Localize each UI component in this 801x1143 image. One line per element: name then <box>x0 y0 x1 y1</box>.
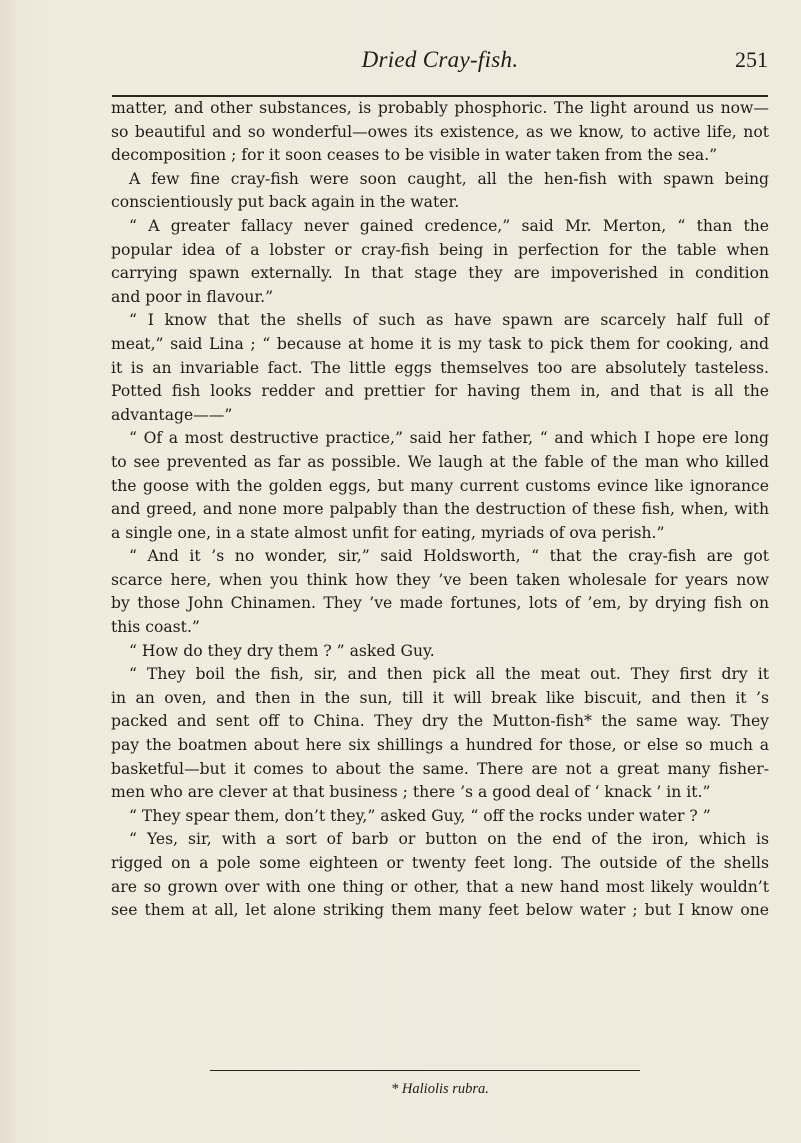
text-line: are so grown over with one thing or other, that a new hand most likely wouldn’t <box>111 877 769 896</box>
footnote-rule <box>210 1070 640 1071</box>
text-line: the goose with the golden eggs, but many current customs evince like ignorance <box>111 476 769 495</box>
text-line: A few fine cray-fish were soon caught, all the hen-fish with spawn being <box>129 169 769 188</box>
text-line: basketful—but it comes to about the same. There are not a great many fisher- <box>111 759 769 778</box>
text-line: this coast.” <box>111 618 200 637</box>
text-line: “ They boil the fish, sir, and then pick all the meat out. They first dry it <box>129 665 769 684</box>
text-line: popular idea of a lobster or cray-fish being in perfection for the table when <box>111 240 769 259</box>
text-line: “ They spear them, don’t they,” asked Guy, “ off the rocks under water ? ” <box>129 806 711 825</box>
text-line: it is an invariable fact. The little eggs themselves too are absolutely tasteless. <box>111 358 769 377</box>
text-line: “ How do they dry them ? ” asked Guy. <box>129 641 435 660</box>
text-line: men who are clever at that business ; there ’s a good deal of ‘ knack ’ in it.” <box>111 783 711 802</box>
text-line: to see prevented as far as possible. We laugh at the fable of the man who killed <box>111 452 769 471</box>
text-line: so beautiful and so wonderful—owes its existence, as we know, to active life, not <box>111 122 769 141</box>
text-line: conscientiously put back again in the water. <box>111 193 460 212</box>
text-line: “ A greater fallacy never gained credence,” said Mr. Merton, “ than the <box>129 216 769 235</box>
text-line: meat,” said Lina ; “ because at home it is my task to pick them for cooking, and <box>111 334 769 353</box>
footnote: * Haliolis rubra. <box>391 1081 489 1097</box>
text-line: rigged on a pole some eighteen or twenty feet long. The outside of the shells <box>111 854 769 872</box>
running-title: Dried Cray-fish. <box>361 47 519 72</box>
text-line: “ I know that the shells of such as have spawn are scarcely half full of <box>129 311 769 330</box>
text-line: “ And it ’s no wonder, sir,” said Holdsworth, “ that the cray-fish are got <box>129 547 769 566</box>
text-line: in an oven, and then in the sun, till it will break like biscuit, and then it ’s <box>111 688 769 707</box>
body-text <box>111 97 769 923</box>
text-line: advantage——” <box>111 405 233 424</box>
page-header <box>110 47 770 83</box>
text-line: carrying spawn externally. In that stage they are impoverished in condition <box>111 264 769 283</box>
text-line: Potted fish looks redder and prettier for having them in, and that is all the <box>111 382 769 401</box>
text-line: matter, and other substances, is probably phosphoric. The light around us now— <box>111 99 769 117</box>
text-line: and poor in flavour.” <box>111 287 274 306</box>
text-line: a single one, in a state almost unfit for eating, myriads of ova perish.” <box>111 523 665 542</box>
text-line: scarce here, when you think how they ’ve been taken wholesale for years now <box>111 570 769 589</box>
text-line: “ Yes, sir, with a sort of barb or button on the end of the iron, which is <box>129 830 769 849</box>
text-line: and greed, and none more palpably than the destruction of these fish, when, with <box>111 500 769 519</box>
text-line: by those John Chinamen. They ’ve made fortunes, lots of ’em, by drying fish on <box>111 594 769 613</box>
page-number: 251 <box>735 47 768 72</box>
text-line: pay the boatmen about here six shillings a hundred for those, or else so much a <box>111 736 769 755</box>
text-line: decomposition ; for it soon ceases to be visible in water taken from the sea.” <box>111 146 718 165</box>
text-line: see them at all, let alone striking them many feet below water ; but I know one <box>111 901 769 920</box>
text-line: “ Of a most destructive practice,” said her father, “ and which I hope ere long <box>129 429 769 448</box>
text-line: packed and sent off to China. They dry the Mutton-fish* the same way. They <box>111 712 769 731</box>
